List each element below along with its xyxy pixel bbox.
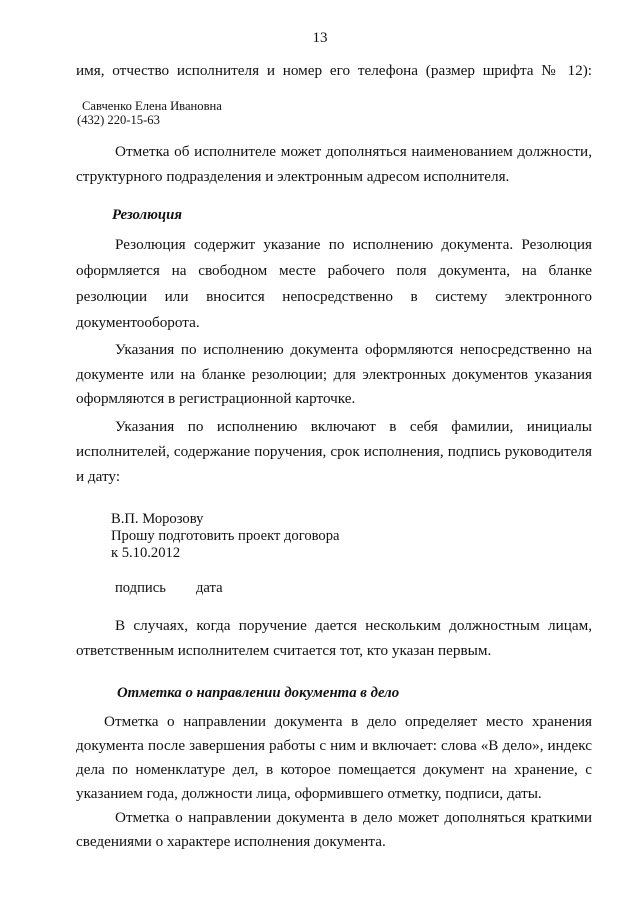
resolution-p1-line-4: документооборота. [76,314,200,331]
resolution-p3-line-3: и дату: [76,468,121,485]
file-note-p1-line-2: документа после завершения работы с ним и включает: слова «В дело», индекс [76,737,592,754]
resolution-p2-line-1: Указания по исполнению документа оформляются непосредственно на [115,341,592,358]
resolution-p3-line-1: Указания по исполнению включают в себя фамилии, инициалы [115,418,592,435]
contact-example-phone: (432) 220-15-63 [77,113,160,127]
resolution-p2-line-3: оформляются в регистрационной карточке. [76,390,356,407]
contact-example-name: Савченко Елена Ивановна [82,99,222,113]
file-note-p1-line-1: Отметка о направлении документа в дело определяет место хранения [104,713,592,730]
file-note-p2-line-2: сведениями о характере исполнения документа. [76,833,386,850]
resolution-example-instruction: Прошу подготовить проект договора [111,528,340,544]
resolution-p1-line-2: оформляется на свободном месте рабочего поля документа, на бланке [76,262,592,279]
note-paragraph-line-2: структурного подразделения и электронным адресом исполнителя. [76,168,510,185]
file-note-p1-line-4: указанием года, должности лица, оформившего отметку, подписи, даты. [76,785,542,802]
resolution-p3-line-2: исполнителей, содержание поручения, срок исполнения, подпись руководителя [76,443,592,460]
resolution-p4-line-1: В случаях, когда поручение дается нескольким должностным лицам, [115,617,592,634]
signature-label: подпись [115,580,166,596]
file-note-heading: Отметка о направлении документа в дело [117,685,400,701]
resolution-example-deadline: к 5.10.2012 [111,545,181,561]
resolution-p1-line-1: Резолюция содержит указание по исполнению документа. Резолюция [115,236,592,253]
page-number: 13 [312,30,328,46]
file-note-p1-line-3: дела по номенклатуре дел, в которое помещается документ на хранение, с [76,761,592,778]
resolution-heading: Резолюция [112,207,182,223]
file-note-p2-line-1: Отметка о направлении документа в дело может дополняться краткими [115,809,592,826]
resolution-example-addressee: В.П. Морозову [111,511,204,527]
date-label: дата [196,580,223,596]
resolution-p1-line-3: резолюции или вносится непосредственно в систему электронного [76,288,592,305]
resolution-p2-line-2: документе или на бланке резолюции; для электронных документов указания [76,366,592,383]
note-paragraph-line-1: Отметка об исполнителе может дополняться наименованием должности, [115,143,592,160]
resolution-p4-line-2: ответственным исполнителем считается тот, кто указан первым. [76,642,492,659]
contact-intro-line: имя, отчество исполнителя и номер его телефона (размер шрифта № 12): [76,62,592,79]
